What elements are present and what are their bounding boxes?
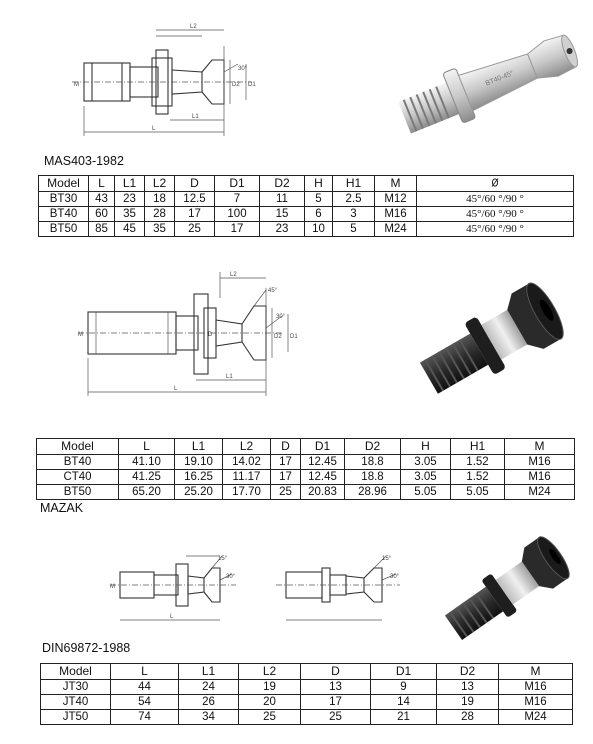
header-d2: D2 [260, 176, 305, 192]
dim-angle-15-label: 15° [218, 556, 228, 562]
cell: 5 [333, 222, 375, 237]
table-row [39, 222, 574, 237]
header-d1: D1 [301, 439, 345, 455]
table-header-row [37, 439, 575, 455]
cell: 2.5 [333, 192, 375, 207]
cell: 14 [371, 695, 437, 710]
cell: 11 [260, 192, 305, 207]
cell: M16 [505, 470, 575, 485]
section-caption-mazak: MAZAK [40, 501, 84, 515]
cell: 15 [260, 207, 305, 222]
cell: 3.05 [401, 470, 451, 485]
cell: 45 [115, 222, 145, 237]
header-l: L [119, 439, 175, 455]
cell: 34 [179, 710, 239, 725]
cell: BT40 [37, 455, 119, 470]
cell: 35 [145, 222, 175, 237]
dim-m-label: M [110, 584, 115, 590]
cell: 41.10 [119, 455, 175, 470]
angle-icon [491, 178, 499, 187]
cell: 1.52 [451, 470, 505, 485]
table-row [37, 455, 575, 470]
header-h1: H1 [333, 176, 375, 192]
cell: JT40 [41, 695, 111, 710]
cell: 17.70 [223, 485, 271, 500]
header-l1: L1 [179, 664, 239, 680]
cell: 21 [371, 710, 437, 725]
table-row [39, 192, 574, 207]
cell: 1.52 [451, 455, 505, 470]
header-d2: D2 [437, 664, 499, 680]
cell: 5.05 [401, 485, 451, 500]
dim-angle-30-label: 30° [226, 574, 236, 580]
header-l2: L2 [239, 664, 301, 680]
cell: 28.96 [345, 485, 401, 500]
table-row [37, 485, 575, 500]
table-row [39, 207, 574, 222]
table-row [37, 470, 575, 485]
cell: 25 [271, 485, 301, 500]
cell: 43 [89, 192, 115, 207]
dim-l1-label: L1 [226, 374, 233, 380]
dim-d1-label: D1 [290, 334, 298, 340]
header-l: L [89, 176, 115, 192]
header-h: H [401, 439, 451, 455]
cell: 28 [145, 207, 175, 222]
cell: 54 [111, 695, 179, 710]
cell: BT50 [37, 485, 119, 500]
cell: 9 [371, 680, 437, 695]
mas403-spec-table [38, 175, 574, 237]
cell: 85 [89, 222, 115, 237]
header-d: D [175, 176, 215, 192]
header-m: M [499, 664, 573, 680]
cell: 45°/60 °/90 ° [417, 192, 574, 207]
header-m: M [375, 176, 417, 192]
cell: 65.20 [119, 485, 175, 500]
svg-text:BT40-45°: BT40-45° [484, 69, 515, 88]
cell: M24 [505, 485, 575, 500]
cell: M24 [499, 710, 573, 725]
cell: 45°/60 °/90 ° [417, 207, 574, 222]
dim-l2-label: L2 [230, 272, 237, 278]
cell: 14.02 [223, 455, 271, 470]
header-l2: L2 [145, 176, 175, 192]
header-l2: L2 [223, 439, 271, 455]
cell: 18.8 [345, 470, 401, 485]
bt-pull-stud-photo [385, 22, 585, 132]
cell: JT50 [41, 710, 111, 725]
cell: BT50 [39, 222, 89, 237]
dim-l2-label: L2 [190, 24, 197, 30]
cell: M16 [499, 680, 573, 695]
cell: 12.45 [301, 470, 345, 485]
dim-l1-label: L1 [192, 114, 199, 120]
cell: 19 [437, 695, 499, 710]
cell: 25.20 [175, 485, 223, 500]
cell: 3 [333, 207, 375, 222]
cell: M16 [375, 207, 417, 222]
cell: 13 [437, 680, 499, 695]
mazak-pull-stud-photo [400, 276, 580, 388]
cell: BT30 [39, 192, 89, 207]
cell: 19 [239, 680, 301, 695]
header-angle [417, 176, 574, 192]
cell: 23 [260, 222, 305, 237]
cell: 20 [239, 695, 301, 710]
header-l1: L1 [175, 439, 223, 455]
section-caption-din69872: DIN69872-1988 [42, 641, 131, 655]
header-d1: D1 [215, 176, 260, 192]
cell: 35 [115, 207, 145, 222]
cell: 60 [89, 207, 115, 222]
mazak-spec-table [36, 438, 575, 500]
dim-d1-label: D1 [248, 82, 256, 88]
cell: 7 [215, 192, 260, 207]
cell: 28 [437, 710, 499, 725]
table-header-row [41, 664, 573, 680]
cell: 18 [145, 192, 175, 207]
dim-d2-label: D2 [274, 334, 282, 340]
dim-angle-30-label: 30° [276, 314, 286, 320]
cell: 17 [215, 222, 260, 237]
dim-d-label: D [208, 332, 213, 338]
header-model: Model [39, 176, 89, 192]
cell: 16.25 [175, 470, 223, 485]
dim-m-label: M [78, 332, 83, 338]
mas403-technical-drawing [52, 20, 292, 140]
header-m: M [505, 439, 575, 455]
header-h1: H1 [451, 439, 505, 455]
cell: 17 [271, 470, 301, 485]
cell: 24 [179, 680, 239, 695]
cell: 12.45 [301, 455, 345, 470]
header-d2: D2 [345, 439, 401, 455]
cell: 12.5 [175, 192, 215, 207]
cell: 6 [305, 207, 333, 222]
cell: 19.10 [175, 455, 223, 470]
header-d: D [301, 664, 371, 680]
cell: M12 [375, 192, 417, 207]
dim-angle-30-label: 30° [390, 574, 400, 580]
cell: 74 [111, 710, 179, 725]
cell: 17 [301, 695, 371, 710]
din-technical-drawing-1 [100, 548, 250, 628]
din69872-spec-table [40, 663, 573, 725]
cell: 25 [301, 710, 371, 725]
dim-m-label: M [74, 82, 79, 88]
dim-l-label: L [152, 126, 156, 132]
cell: 18.8 [345, 455, 401, 470]
dim-angle-45-label: 45° [268, 288, 278, 294]
cell: 45°/60 °/90 ° [417, 222, 574, 237]
table-header-row [39, 176, 574, 192]
cell: JT30 [41, 680, 111, 695]
cell: 5 [305, 192, 333, 207]
cell: BT40 [39, 207, 89, 222]
cell: 11.17 [223, 470, 271, 485]
cell: M24 [375, 222, 417, 237]
dim-l-label: L [174, 386, 178, 392]
table-row [41, 695, 573, 710]
table-row [41, 710, 573, 725]
cell: 25 [239, 710, 301, 725]
table-row [41, 680, 573, 695]
dim-l-label: L [170, 614, 174, 620]
header-l1: L1 [115, 176, 145, 192]
din-pull-stud-photo [430, 538, 580, 638]
header-model: Model [41, 664, 111, 680]
cell: 17 [271, 455, 301, 470]
header-d1: D1 [371, 664, 437, 680]
header-h: H [305, 176, 333, 192]
header-model: Model [37, 439, 119, 455]
cell: 20.83 [301, 485, 345, 500]
cell: 17 [175, 207, 215, 222]
section-caption-mas403: MAS403-1982 [44, 154, 124, 168]
cell: 25 [175, 222, 215, 237]
cell: M16 [505, 455, 575, 470]
cell: 44 [111, 680, 179, 695]
cell: 3.05 [401, 455, 451, 470]
header-d: D [271, 439, 301, 455]
cell: 41.25 [119, 470, 175, 485]
cell: M16 [499, 695, 573, 710]
cell: 10 [305, 222, 333, 237]
cell: CT40 [37, 470, 119, 485]
dim-d2-label: D2 [232, 82, 240, 88]
cell: 5.05 [451, 485, 505, 500]
din-technical-drawing-2 [270, 548, 420, 628]
cell: 23 [115, 192, 145, 207]
cell: 13 [301, 680, 371, 695]
mazak-technical-drawing [70, 268, 300, 398]
dim-angle-label: 30° [238, 66, 248, 72]
dim-angle-15-label: 15° [382, 556, 392, 562]
header-l: L [111, 664, 179, 680]
cell: 100 [215, 207, 260, 222]
cell: 26 [179, 695, 239, 710]
